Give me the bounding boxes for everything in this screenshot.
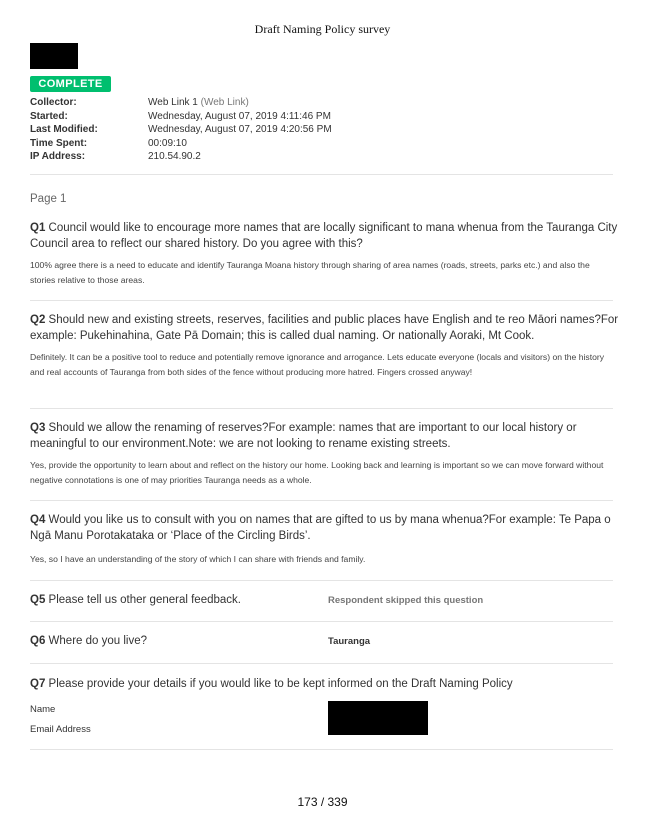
divider [30, 621, 613, 622]
question-number: Q7 [30, 678, 46, 690]
divider [30, 408, 613, 409]
redacted-details [328, 701, 428, 735]
status-badge: COMPLETE [30, 76, 111, 92]
ip-address-value: 210.54.90.2 [148, 151, 201, 163]
email-field-label: Email Address [30, 724, 91, 735]
ip-address-label: IP Address: [30, 151, 86, 163]
collector-row [30, 96, 332, 110]
started-label: Started: [30, 110, 68, 122]
time-spent-label: Time Spent: [30, 137, 88, 149]
question-2 [30, 313, 620, 344]
answer-2: Definitely. It can be a positive tool to reduce and potentially remove ignorance and arrogance. Lets educate everyone (locals and visitors) on the history and real accounts of Tauranga from both sides of the fence without producing more hatred. Fingers crossed anyway! [30, 352, 605, 378]
question-number: Q2 [30, 314, 46, 326]
question-number: Q3 [30, 422, 46, 434]
question-text: Where do you live? [48, 635, 147, 647]
question-number: Q1 [30, 222, 46, 234]
time-spent-row [30, 137, 332, 151]
started-row [30, 110, 332, 124]
name-field-label: Name [30, 704, 56, 715]
divider [30, 500, 613, 501]
started-value: Wednesday, August 07, 2019 4:11:46 PM [148, 110, 331, 122]
question-3 [30, 421, 620, 452]
page-label: Page 1 [30, 193, 67, 205]
document-title: Draft Naming Policy survey [254, 22, 391, 36]
divider [30, 663, 613, 664]
page-number: 173 / 339 [297, 795, 348, 809]
divider [30, 580, 613, 581]
question-1 [30, 221, 620, 252]
answer-6: Tauranga [328, 636, 371, 647]
divider [30, 174, 613, 175]
question-number: Q5 [30, 594, 46, 606]
last-modified-value: Wednesday, August 07, 2019 4:20:56 PM [148, 124, 332, 136]
collector-type: (Web Link) [200, 97, 249, 108]
answer-3: Yes, provide the opportunity to learn about and reflect on the history our home. Looking back and learning is important so we can move forward without negative connotations is one of may priorities Tauranga needs as a whole. [30, 460, 604, 486]
question-number: Q4 [30, 514, 46, 526]
divider [30, 300, 613, 301]
ip-address-row [30, 150, 332, 164]
time-spent-value: 00:09:10 [148, 137, 187, 149]
last-modified-label: Last Modified: [30, 124, 98, 136]
question-text: Should new and existing streets, reserves, facilities and public places have English and te reo Māori names?For example: Pukehinahina, Gate Pā Domain; this is called dual naming. Or nationally Aoraki, Mt Cook. [30, 314, 619, 342]
question-number: Q6 [30, 635, 46, 647]
question-text: Please tell us other general feedback. [48, 594, 241, 606]
question-text: Council would like to encourage more names that are locally significant to mana whenua from the Tauranga City Council area to reflect our shared history. Do you agree with this? [30, 222, 618, 250]
question-text: Please provide your details if you would like to be kept informed on the Draft Naming Policy [48, 678, 513, 690]
response-metadata [30, 96, 332, 164]
last-modified-row [30, 123, 332, 137]
answer-4: Yes, so I have an understanding of the story of which I can share with friends and family. [30, 554, 366, 564]
question-7 [30, 677, 620, 693]
question-6 [30, 634, 320, 650]
divider [30, 749, 613, 750]
question-5 [30, 593, 320, 609]
collector-value: Web Link 1 [148, 97, 198, 108]
question-text: Would you like us to consult with you on names that are gifted to us by mana whenua?For example: Te Papa o Ngā Manu Porotakataka or ‘Place of the Circling Birds’. [30, 514, 611, 542]
answer-5-skipped: Respondent skipped this question [328, 595, 484, 606]
redacted-logo [30, 43, 78, 69]
question-text: Should we allow the renaming of reserves?For example: names that are important to our local history or meaningful to our environment.Note: we are not looking to rename existing streets. [30, 422, 577, 450]
collector-label: Collector: [30, 97, 77, 108]
question-4 [30, 513, 620, 544]
answer-1: 100% agree there is a need to educate and identify Tauranga Moana history through sharing of area names (roads, streets, parks etc.) and also the stories relative to those areas. [30, 260, 590, 286]
